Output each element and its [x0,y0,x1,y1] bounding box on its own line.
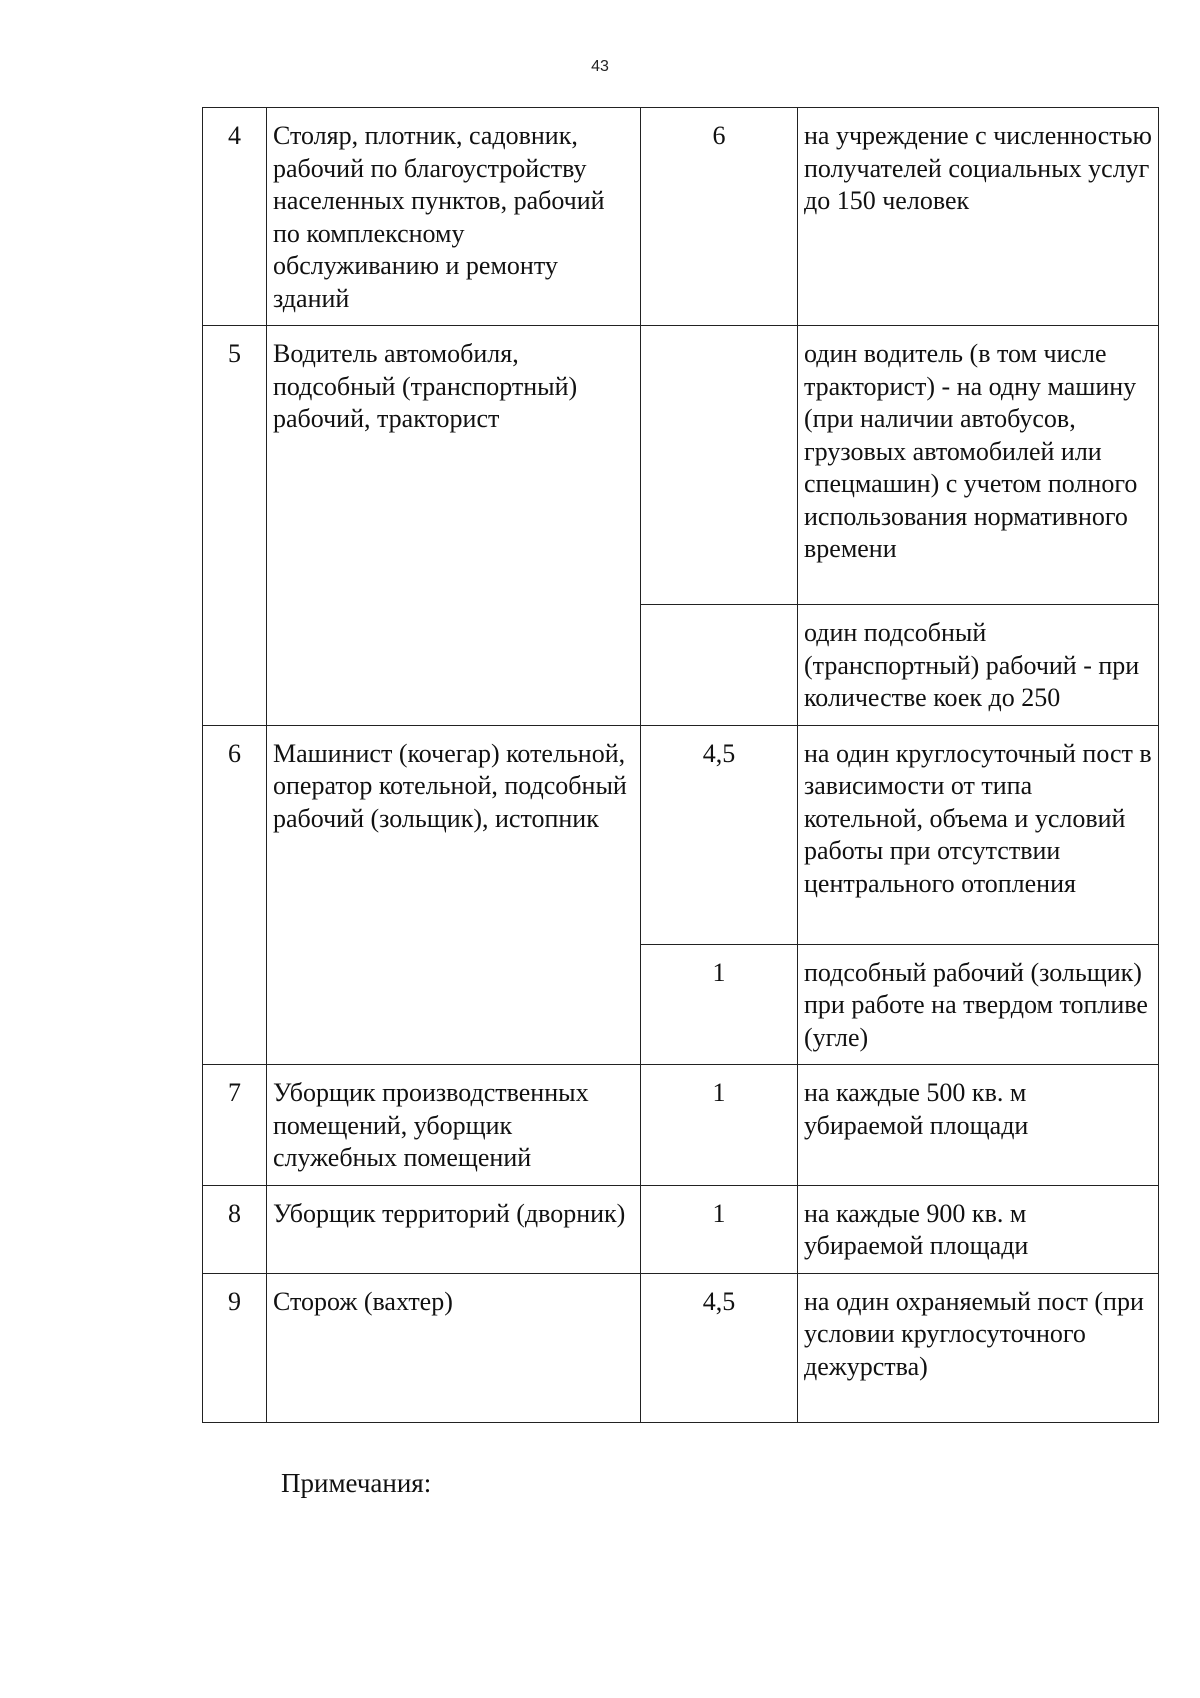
staff-quantity: 1 [641,944,798,1065]
table-row [203,1065,1159,1186]
staff-quantity [641,326,798,605]
table-row [203,1185,1159,1273]
row-number: 4 [203,108,267,326]
norm-note: один водитель (в том числе тракторист) - на одну машину (при наличии автобусов, грузовых автомобилей или спецмашин) с учетом полного использования нормативного времени [798,326,1159,605]
norm-note: на учреждение с численностью получателей социальных услуг до 150 человек [798,108,1159,326]
table-row [203,326,1159,605]
staff-quantity [641,605,798,726]
position-name: Машинист (кочегар) котельной, оператор котельной, подсобный рабочий (зольщик), истопник [267,725,641,1065]
staff-quantity: 6 [641,108,798,326]
staff-quantity: 4,5 [641,725,798,944]
staff-quantity: 1 [641,1065,798,1186]
row-number: 9 [203,1273,267,1422]
norm-note: подсобный рабочий (зольщик) при работе на твердом топливе (угле) [798,944,1159,1065]
norm-note: на один круглосуточный пост в зависимости от типа котельной, объема и условий работы при отсутствии центрального отопления [798,725,1159,944]
row-number: 7 [203,1065,267,1186]
row-number: 6 [203,725,267,1065]
table-row [203,1273,1159,1422]
notes-heading: Примечания: [281,1468,432,1498]
row-number: 8 [203,1185,267,1273]
norm-note: один подсобный (транспортный) рабочий - при количестве коек до 250 [798,605,1159,726]
page-number: 43 [591,58,609,75]
position-name: Уборщик территорий (дворник) [267,1185,641,1273]
staff-norms-table [202,107,1159,1423]
staff-quantity: 4,5 [641,1273,798,1422]
position-name: Сторож (вахтер) [267,1273,641,1422]
table-row [203,108,1159,326]
norm-note: на каждые 900 кв. м убираемой площади [798,1185,1159,1273]
table-row [203,725,1159,944]
position-name: Водитель автомобиля, подсобный (транспортный) рабочий, тракторист [267,326,641,726]
norm-note: на каждые 500 кв. м убираемой площади [798,1065,1159,1186]
position-name: Столяр, плотник, садовник, рабочий по благоустройству населенных пунктов, рабочий по комплексному обслуживанию и ремонту зданий [267,108,641,326]
row-number: 5 [203,326,267,726]
norm-note: на один охраняемый пост (при условии круглосуточного дежурства) [798,1273,1159,1422]
position-name: Уборщик производственных помещений, уборщик служебных помещений [267,1065,641,1186]
staff-quantity: 1 [641,1185,798,1273]
